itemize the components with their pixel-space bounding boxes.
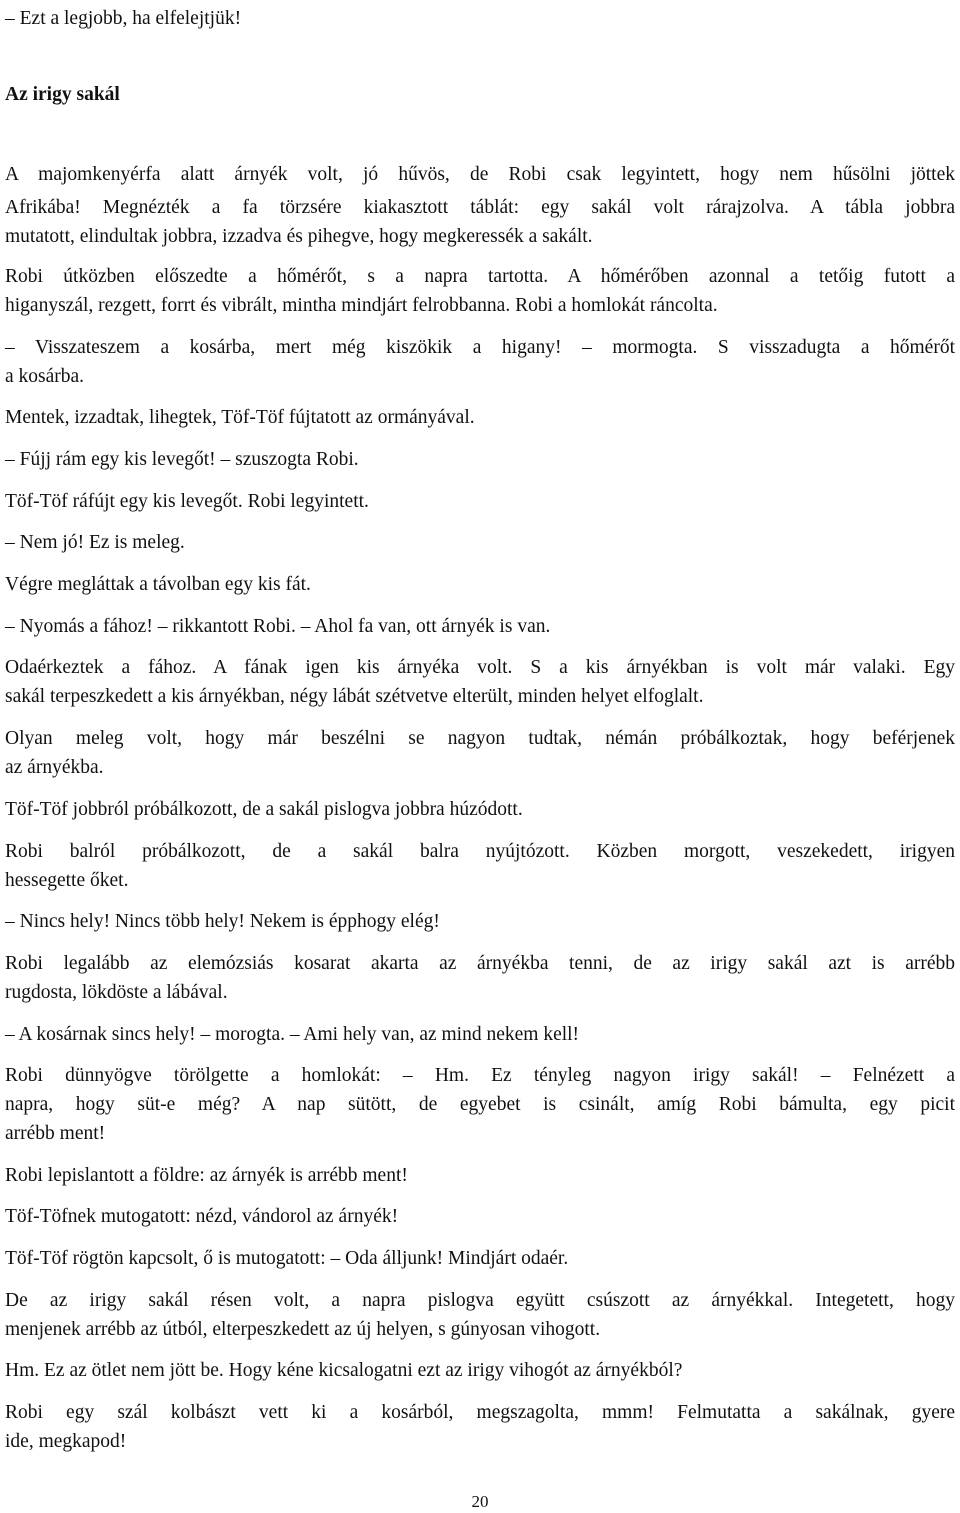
text-line: Mentek, izzadtak, lihegtek, Töf-Töf fújtatott az ormányával. <box>5 407 475 428</box>
text-line: rugdosta, lökdöste a lábával. <box>5 982 228 1003</box>
text-line: Olyan meleg volt, hogy már beszélni se nagyon tudtak, némán próbálkoztak, hogy beférjenek <box>5 728 955 749</box>
text-line: Afrikába! Megnézték a fa törzsére kiakasztott táblát: egy sakál volt rárajzolva. A tábla jobbra <box>5 197 955 218</box>
text-line: Töf-Töf jobbról próbálkozott, de a sakál pislogva jobbra húzódott. <box>5 799 523 820</box>
text-line: Végre megláttak a távolban egy kis fát. <box>5 574 311 595</box>
text-line: – Nincs hely! Nincs több hely! Nekem is épphogy elég! <box>5 911 440 932</box>
text-line: Robi dünnyögve törölgette a homlokát: – Hm. Ez tényleg nagyon irigy sakál! – Felnézett a <box>5 1065 955 1086</box>
text-line: – Fújj rám egy kis levegőt! – szuszogta Robi. <box>5 449 359 470</box>
text-line: az árnyékba. <box>5 757 104 778</box>
text-line: menjenek arrébb az útból, elterpeszkedett az új helyen, s gúnyosan vihogott. <box>5 1319 601 1340</box>
text-line: arrébb ment! <box>5 1123 106 1144</box>
text-line: Robi egy szál kolbászt vett ki a kosárból, megszagolta, mmm! Felmutatta a sakálnak, gyere <box>5 1402 955 1423</box>
text-line: a kosárba. <box>5 366 85 387</box>
text-line: Hm. Ez az ötlet nem jött be. Hogy kéne kicsalogatni ezt az irigy vihogót az árnyékból? <box>5 1360 683 1381</box>
text-line: Robi útközben előszedte a hőmérőt, s a napra tartotta. A hőmérőben azonnal a tetőig futott a <box>5 266 955 287</box>
text-line: hessegette őket. <box>5 870 129 891</box>
text-line: – A kosárnak sincs hely! – morogta. – Ami hely van, az mind nekem kell! <box>5 1024 580 1045</box>
text-line: ide, megkapod! <box>5 1431 127 1452</box>
text-line: – Visszateszem a kosárba, mert még kiszökik a higany! – mormogta. S visszadugta a hőmérőt <box>5 337 955 358</box>
text-line: Töf-Töfnek mutogatott: nézd, vándorol az árnyék! <box>5 1206 399 1227</box>
text-line: – Nem jó! Ez is meleg. <box>5 532 185 553</box>
text-line: – Ezt a legjobb, ha elfelejtjük! <box>5 8 242 29</box>
text-line: mutatott, elindultak jobbra, izzadva és pihegve, hogy megkeressék a sakált. <box>5 226 593 247</box>
text-line: Robi lepislantott a földre: az árnyék is arrébb ment! <box>5 1165 408 1186</box>
text-line: A majomkenyérfa alatt árnyék volt, jó hűvös, de Robi csak legyintett, hogy nem hűsölni jöttek <box>5 164 955 185</box>
text-line: Töf-Töf rögtön kapcsolt, ő is mutogatott: – Oda álljunk! Mindjárt odaér. <box>5 1248 569 1269</box>
text-line: – Nyomás a fához! – rikkantott Robi. – Ahol fa van, ott árnyék is van. <box>5 616 551 637</box>
story-title: Az irigy sakál <box>5 84 120 105</box>
text-line: Odaérkeztek a fához. A fának igen kis árnyéka volt. S a kis árnyékban is volt már valaki. Egy <box>5 657 955 678</box>
text-line: Töf-Töf ráfújt egy kis levegőt. Robi legyintett. <box>5 491 369 512</box>
text-line: De az irigy sakál résen volt, a napra pislogva együtt csúszott az árnyékkal. Integetett, hogy <box>5 1290 955 1311</box>
text-line: higanyszál, rezgett, forrt és vibrált, mintha mindjárt felrobbanna. Robi a homlokát ráncolta. <box>5 295 718 316</box>
text-line: napra, hogy süt-e még? A nap sütött, de egyebet is csinált, amíg Robi bámulta, egy picit <box>5 1094 955 1115</box>
text-line: sakál terpeszkedett a kis árnyékban, négy lábát szétvetve elterült, minden helyet elfoglalt. <box>5 686 704 707</box>
text-line: Robi legalább az elemózsiás kosarat akarta az árnyékba tenni, de az irigy sakál azt is arrébb <box>5 953 955 974</box>
page-number: 20 <box>471 1492 489 1511</box>
text-line: Robi balról próbálkozott, de a sakál balra nyújtózott. Közben morgott, veszekedett, irigyen <box>5 841 955 862</box>
